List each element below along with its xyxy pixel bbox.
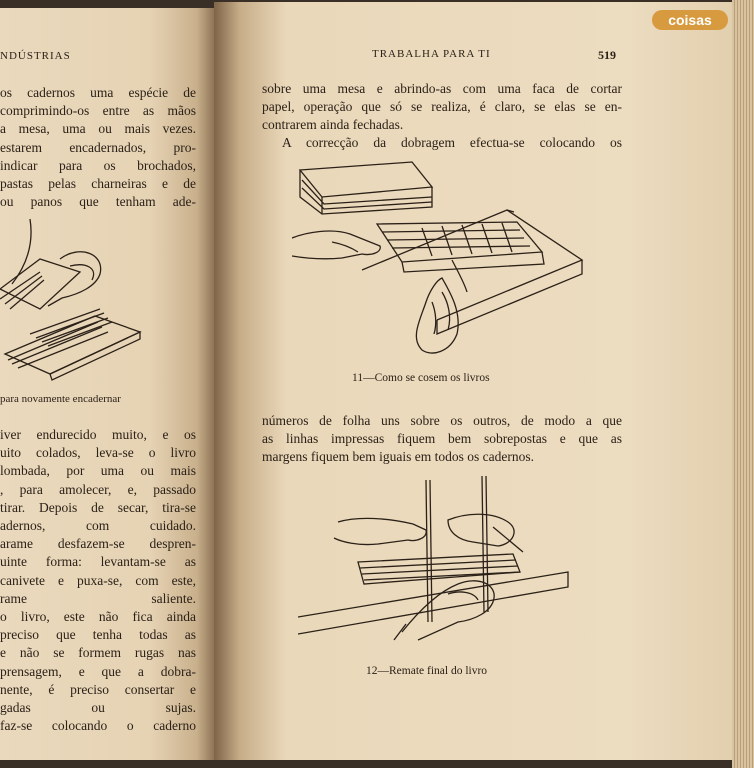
text-line: arame desfazem-se despren- bbox=[0, 536, 196, 552]
text-line: margens fiquem bem iguais em todos os cadernos. bbox=[262, 449, 534, 464]
text-line: uinte forma: levantam-se as bbox=[0, 554, 196, 570]
right-middle-text bbox=[262, 412, 622, 466]
text-line: nente, é preciso consertar e bbox=[0, 681, 196, 697]
left-upper-text bbox=[0, 84, 196, 211]
left-running-head: NDÚSTRIAS bbox=[0, 50, 71, 62]
text-line: iver endurecido muito, e os bbox=[0, 427, 196, 442]
text-line: comprimindo-os entre as mãos bbox=[0, 103, 196, 119]
text-line: papel, operação que só se realiza, é claro, se elas se en- bbox=[262, 99, 622, 114]
text-line: canivete e puxa-se, com este, bbox=[0, 572, 196, 588]
text-line: adernos, com cuidado. bbox=[0, 518, 196, 534]
text-line: uito colados, leva-se o livro bbox=[0, 445, 196, 461]
page-number: 519 bbox=[598, 48, 616, 62]
text-line: A correcção da dobragem efectua-se colocando os bbox=[282, 135, 622, 150]
right-page bbox=[214, 2, 732, 760]
left-figure-caption: para novamente encadernar bbox=[0, 393, 121, 405]
text-line: as linhas impressas fiquem bem sobrepostas e que as bbox=[262, 431, 622, 446]
text-line: e não se formem rugas nas bbox=[0, 645, 196, 661]
text-line: sobre uma mesa e abrindo-as com uma faca de cortar bbox=[262, 81, 622, 96]
right-running-head: TRABALHA PARA TI bbox=[372, 48, 491, 60]
left-lower-text bbox=[0, 426, 196, 735]
text-line: tirar. Depois de secar, tira-se bbox=[0, 499, 196, 515]
text-line: ou panos que tenham ade- bbox=[0, 194, 196, 210]
text-line: gadas ou sujas. bbox=[0, 700, 196, 716]
page-edges bbox=[732, 0, 754, 768]
text-line: rame saliente. bbox=[0, 590, 196, 606]
text-line: a mesa, uma ou mais vezes. bbox=[0, 121, 196, 137]
text-line: o livro, este não fica ainda bbox=[0, 609, 196, 625]
figure-12-caption: 12—Remate final do livro bbox=[366, 665, 488, 677]
text-line: lombada, por uma ou mais bbox=[0, 463, 196, 479]
text-line: os cadernos uma espécie de bbox=[0, 85, 196, 100]
figure-12-illustration bbox=[298, 472, 588, 662]
left-illustration bbox=[0, 214, 150, 384]
text-line: indicar para os brochados, bbox=[0, 157, 196, 173]
figure-11-illustration bbox=[292, 152, 592, 367]
figure-11-caption: 11—Como se cosem os livros bbox=[352, 372, 490, 384]
text-line: contrarem ainda fechadas. bbox=[262, 117, 404, 132]
left-page bbox=[0, 8, 214, 760]
text-line: preciso que tenha todas as bbox=[0, 627, 196, 643]
text-line: pastas pelas charneiras e de bbox=[0, 176, 196, 192]
text-line: números de folha uns sobre os outros, de modo a que bbox=[262, 413, 622, 428]
text-line: faz-se colocando o caderno bbox=[0, 718, 196, 734]
text-line: estarem encadernados, pro- bbox=[0, 139, 196, 155]
text-line: , para amolecer, e, passado bbox=[0, 481, 196, 497]
watermark-logo: coisas bbox=[652, 10, 728, 30]
text-line: prensagem, e que a dobra- bbox=[0, 663, 196, 679]
right-top-text bbox=[262, 80, 622, 152]
